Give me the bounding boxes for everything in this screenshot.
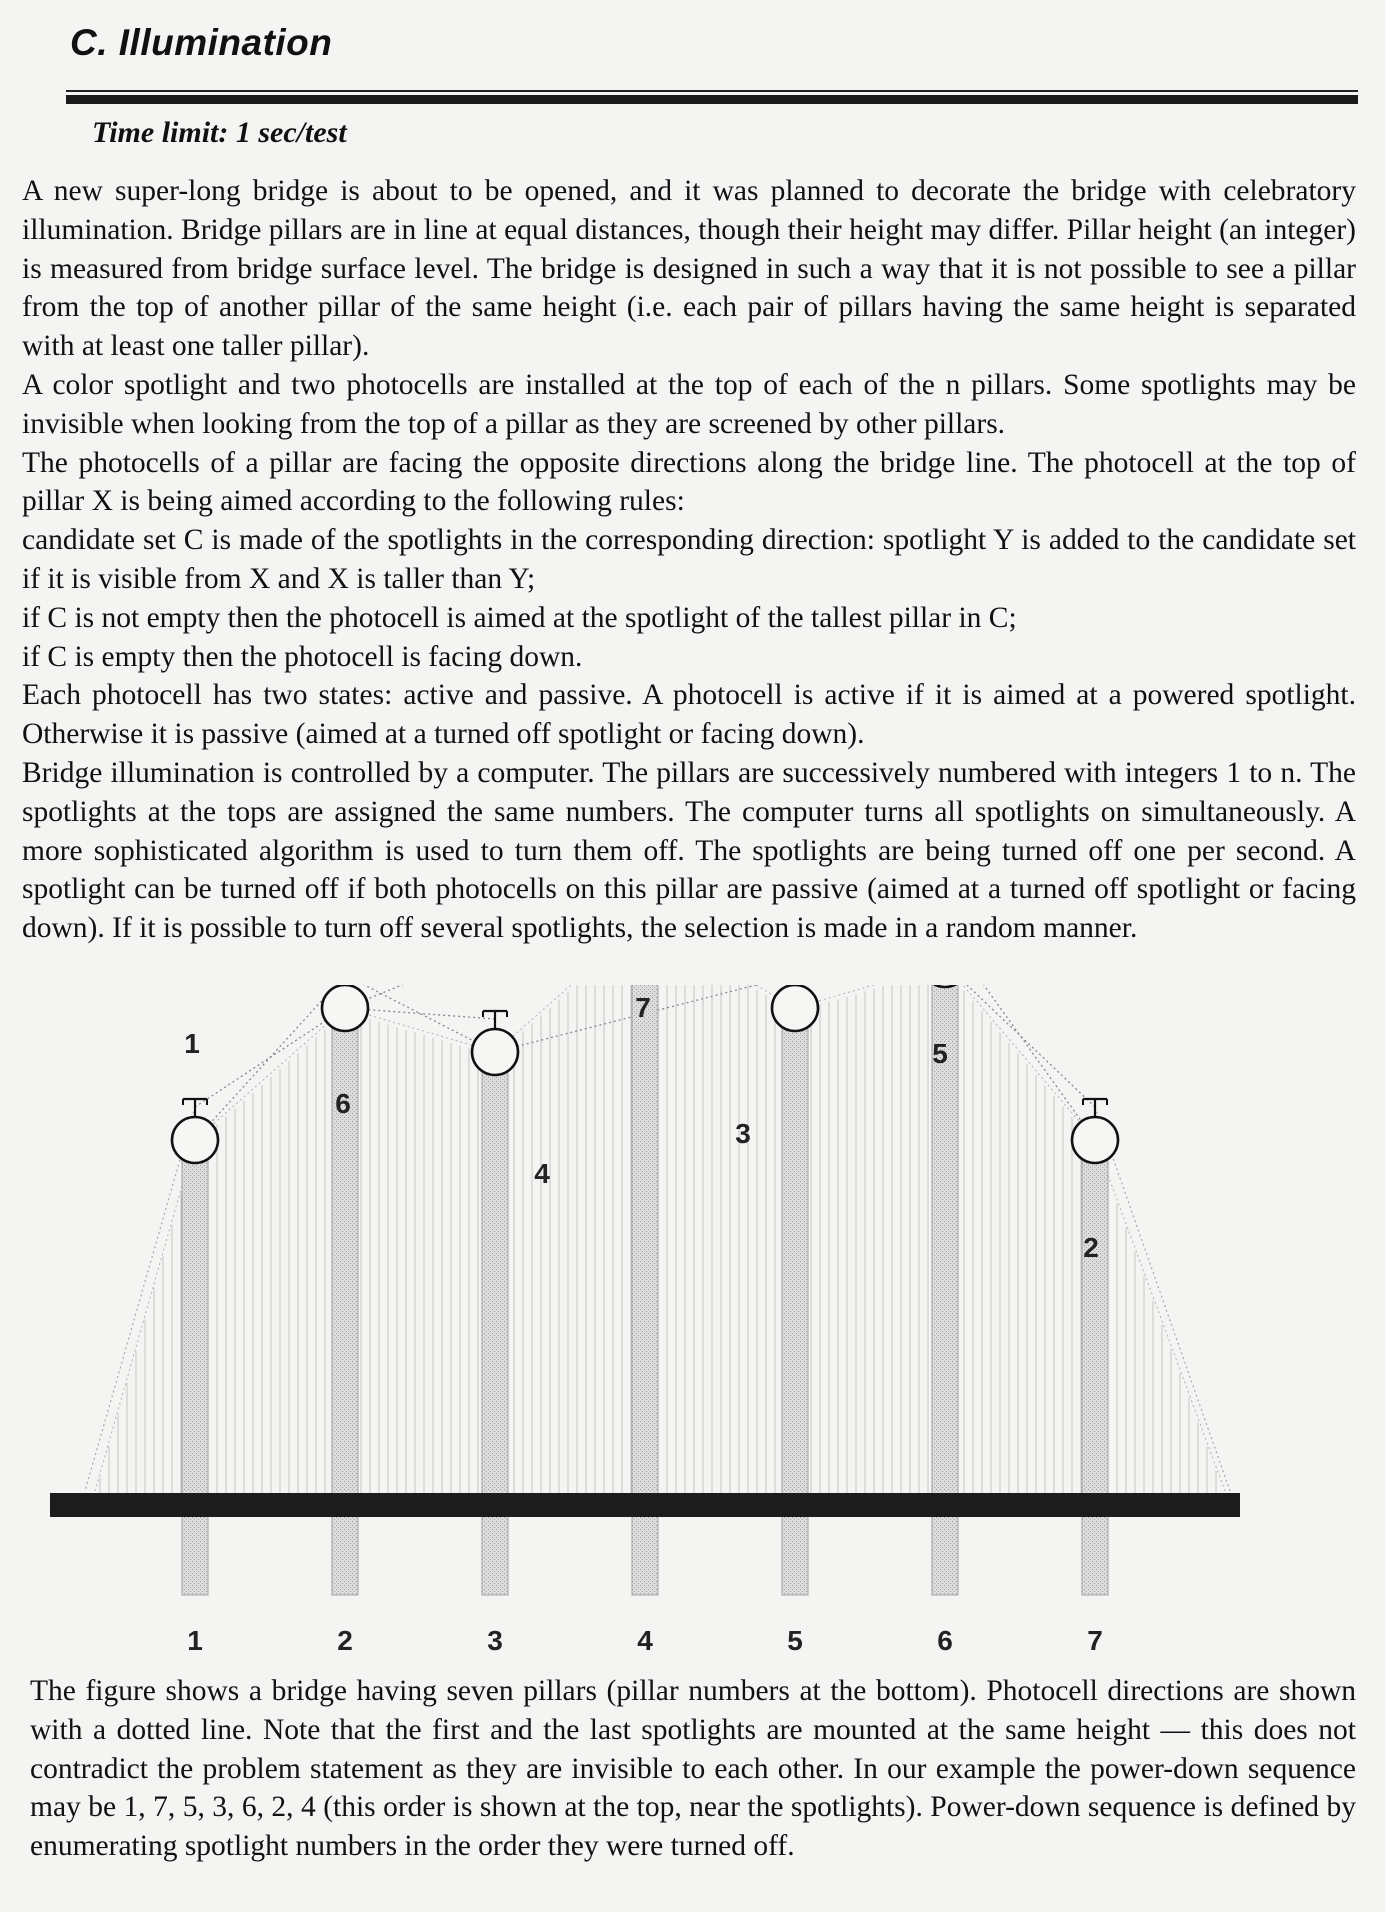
bridge-figure [0, 985, 1385, 1665]
pillar-number-label: 6 [937, 1625, 953, 1656]
photocell-aim-line [345, 985, 495, 1052]
statement-paragraph-6: if C is empty then the photocell is facing down. [22, 640, 583, 673]
pillar-shaft [182, 1140, 208, 1595]
spotlight [322, 985, 368, 1031]
caption-text: The figure shows a bridge having seven pillars (pillar numbers at the bottom). Photocell directions are shown with a dotted line. Note that the first and the last spotlights are mounted at the same height — this does not contradict the problem statement as they are invisible to each other. In our example the power-down sequence may be 1, 7, 5, 3, 6, 2, 4 (this order is shown at the top, near the spotlights). Power-down sequence is defined by enumerating spotlight numbers in the order they were turned off. [30, 1675, 1356, 1863]
header-rule-thick [66, 95, 1358, 104]
figure-caption [30, 1672, 1356, 1866]
spotlight [772, 985, 818, 1031]
problem-statement [22, 172, 1356, 948]
photocell-aim-line [345, 985, 645, 1008]
header-rule-thin [66, 90, 1358, 92]
pillar-number-label: 7 [1087, 1625, 1103, 1656]
pillar-number-label: 3 [487, 1625, 503, 1656]
statement-paragraph-8: Bridge illumination is controlled by a computer. The pillars are successively numbered with integers 1 to n. The spotlights at the tops are assigned the same numbers. The computer turns all spotlights on simultaneously. A more sophisticated algorithm is used to turn them off. The spotlights are being turned off one per second. A spotlight can be turned off if both photocells on this pillar are passive (aimed at a turned off spotlight or facing down). If it is possible to turn off several spotlights, the selection is made in a random manner. [22, 756, 1356, 945]
pillar-number-label: 2 [337, 1625, 353, 1656]
statement-paragraph-3: The photocells of a pillar are facing the opposite directions along the bridge line. The photocell at the top of pillar X is being aimed according to the following rules: [22, 446, 1356, 518]
photocell-aim-line [945, 985, 1095, 1107]
spotlight [922, 985, 968, 987]
statement-paragraph-2: A color spotlight and two photocells are installed at the top of each of the n pillars. Some spotlights may be invisible when looking from the top of a pillar as they are screened by other pillars. [22, 368, 1356, 440]
order-label: 2 [1083, 1232, 1099, 1263]
pillar-7 [1072, 1099, 1118, 1595]
statement-paragraph-4: candidate set C is made of the spotlights in the corresponding direction: spotlight Y is added to the candidate set if it is visible from X and X is taller than Y; [22, 524, 1356, 595]
pillar-number-label: 1 [187, 1625, 203, 1656]
problem-title: C. Illumination [70, 22, 333, 63]
pillar-shaft [1082, 1140, 1108, 1595]
spotlight [1072, 1117, 1118, 1163]
order-label: 6 [335, 1088, 351, 1119]
order-label: 7 [635, 992, 651, 1023]
order-label: 5 [932, 1038, 948, 1069]
cable-hatching [95, 985, 1225, 1493]
cable-envelope [95, 985, 1225, 1491]
pillar-number-label: 5 [787, 1625, 803, 1656]
pillar-1 [172, 1099, 218, 1595]
statement-paragraph-5: if C is not empty then the photocell is aimed at the spotlight of the tallest pillar in C; [22, 601, 1017, 634]
statement-paragraph-7: Each photocell has two states: active and passive. A photocell is active if it is aimed at a powered spotlight. Otherwise it is passive (aimed at a turned off spotlight or facing down). [22, 679, 1356, 751]
pillar-number-label: 4 [637, 1625, 653, 1656]
spotlight [172, 1117, 218, 1163]
order-label: 4 [534, 1158, 550, 1189]
bridge-deck [50, 1493, 1240, 1517]
order-label: 3 [735, 1118, 751, 1149]
time-limit: Time limit: 1 sec/test [92, 116, 347, 149]
photocell-aim-line [945, 985, 1095, 1140]
photocell-aim-line [85, 1107, 195, 1491]
order-label: 1 [184, 1028, 200, 1059]
spotlight [472, 1029, 518, 1075]
statement-paragraph-1: A new super-long bridge is about to be opened, and it was planned to decorate the bridge with celebratory illumination. Bridge pillars are in line at equal distances, though their height may differ. Pillar height (an integer) is measured from bridge surface level. The bridge is designed in such a way that it is not possible to see a pillar from the top of another pillar of the same height (i.e. each pair of pillars having the same height is separated with at least one taller pillar). [22, 175, 1356, 363]
